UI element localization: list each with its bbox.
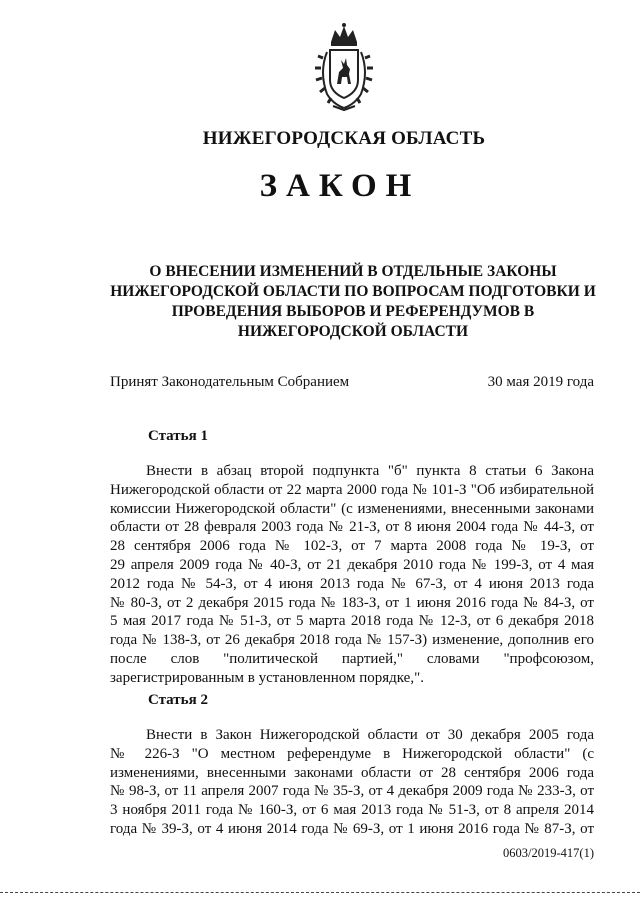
page-bottom-divider xyxy=(0,892,640,893)
text-line: Внести в Закон Нижегородской области от 30 декабря 2005 года xyxy=(146,727,594,743)
article-1-text xyxy=(110,462,594,688)
coat-of-arms-emblem xyxy=(313,22,375,112)
text-line: № 226-З "О местном референдуме в Нижегородской области" (с xyxy=(110,745,594,762)
word: партией," xyxy=(341,650,403,667)
law-title-line: НИЖЕГОРОДСКОЙ ОБЛАСТИ ПО ВОПРОСАМ ПОДГОТОВКИ И xyxy=(110,283,596,300)
word: слов xyxy=(170,650,200,667)
word: словами xyxy=(426,650,480,667)
text-line: комиссии Нижегородской области" (с изменениями, внесенными законами xyxy=(110,500,594,517)
adoption-date: 30 мая 2019 года xyxy=(487,374,594,390)
word: "политической xyxy=(223,650,318,667)
text-line: года № 138-З, от 26 декабря 2018 года № 157-З) изменение, дополнив его xyxy=(110,632,594,649)
region-heading: НИЖЕГОРОДСКАЯ ОБЛАСТЬ xyxy=(202,128,486,149)
text-line: № 80-З, от 2 декабря 2015 года № 183-З, от 1 июня 2016 года № 84-З, от xyxy=(110,594,594,611)
text-line: зарегистрированным в установленном порядке,". xyxy=(110,669,424,686)
text-line: года № 39-З, от 4 июня 2014 года № 69-З, от 1 июня 2016 года № 87-З, от xyxy=(110,820,594,837)
article-2-text xyxy=(110,726,594,839)
text-line: 5 мая 2017 года № 51-З, от 5 марта 2018 года № 12-З, от 6 декабря 2018 xyxy=(110,613,594,630)
document-type-heading: ЗАКОН xyxy=(259,168,421,204)
word: после xyxy=(110,650,147,667)
word: "профсоюзом, xyxy=(503,650,594,667)
text-line: 28 сентября 2006 года № 102-З, от 7 марта 2008 года № 19-З, от xyxy=(110,538,594,555)
law-title-line: О ВНЕСЕНИИ ИЗМЕНЕНИЙ В ОТДЕЛЬНЫЕ ЗАКОНЫ xyxy=(149,263,557,280)
text-line: 3 ноября 2011 года № 160-З, от 6 мая 2013 года № 51-З, от 8 апреля 2014 xyxy=(110,802,594,819)
law-title-line: НИЖЕГОРОДСКОЙ ОБЛАСТИ xyxy=(237,323,469,340)
article-2-heading: Статья 2 xyxy=(148,692,208,708)
adoption-line xyxy=(110,374,594,391)
law-title-line: ПРОВЕДЕНИЯ ВЫБОРОВ И РЕФЕРЕНДУМОВ В xyxy=(171,303,535,320)
text-line: 2012 года № 54-З, от 4 июня 2013 года № 67-З, от 4 июня 2013 года xyxy=(110,575,594,592)
law-title xyxy=(110,262,596,342)
text-line: 29 апреля 2009 года № 40-З, от 21 декабря 2010 года № 199-З, от 4 мая xyxy=(110,556,594,573)
text-line: Нижегородской области от 22 марта 2000 года № 101-З "Об избирательной xyxy=(110,481,594,498)
article-1-heading: Статья 1 xyxy=(148,428,208,444)
adoption-label: Принят Законодательным Собранием xyxy=(110,374,350,390)
document-code: 0603/2019-417(1) xyxy=(503,846,594,860)
text-line-spaced xyxy=(110,650,594,669)
text-line: Внести в абзац второй подпункта "б" пункта 8 статьи 6 Закона xyxy=(146,463,594,479)
text-line: № 98-З, от 11 апреля 2007 года № 35-З, от 4 декабря 2009 года № 233-З, от xyxy=(110,783,594,800)
text-line: изменениями, внесенными законами области от 28 сентября 2006 года xyxy=(110,764,594,781)
text-line: области от 28 февраля 2003 года № 21-З, от 8 июня 2004 года № 44-З, от xyxy=(110,519,594,536)
